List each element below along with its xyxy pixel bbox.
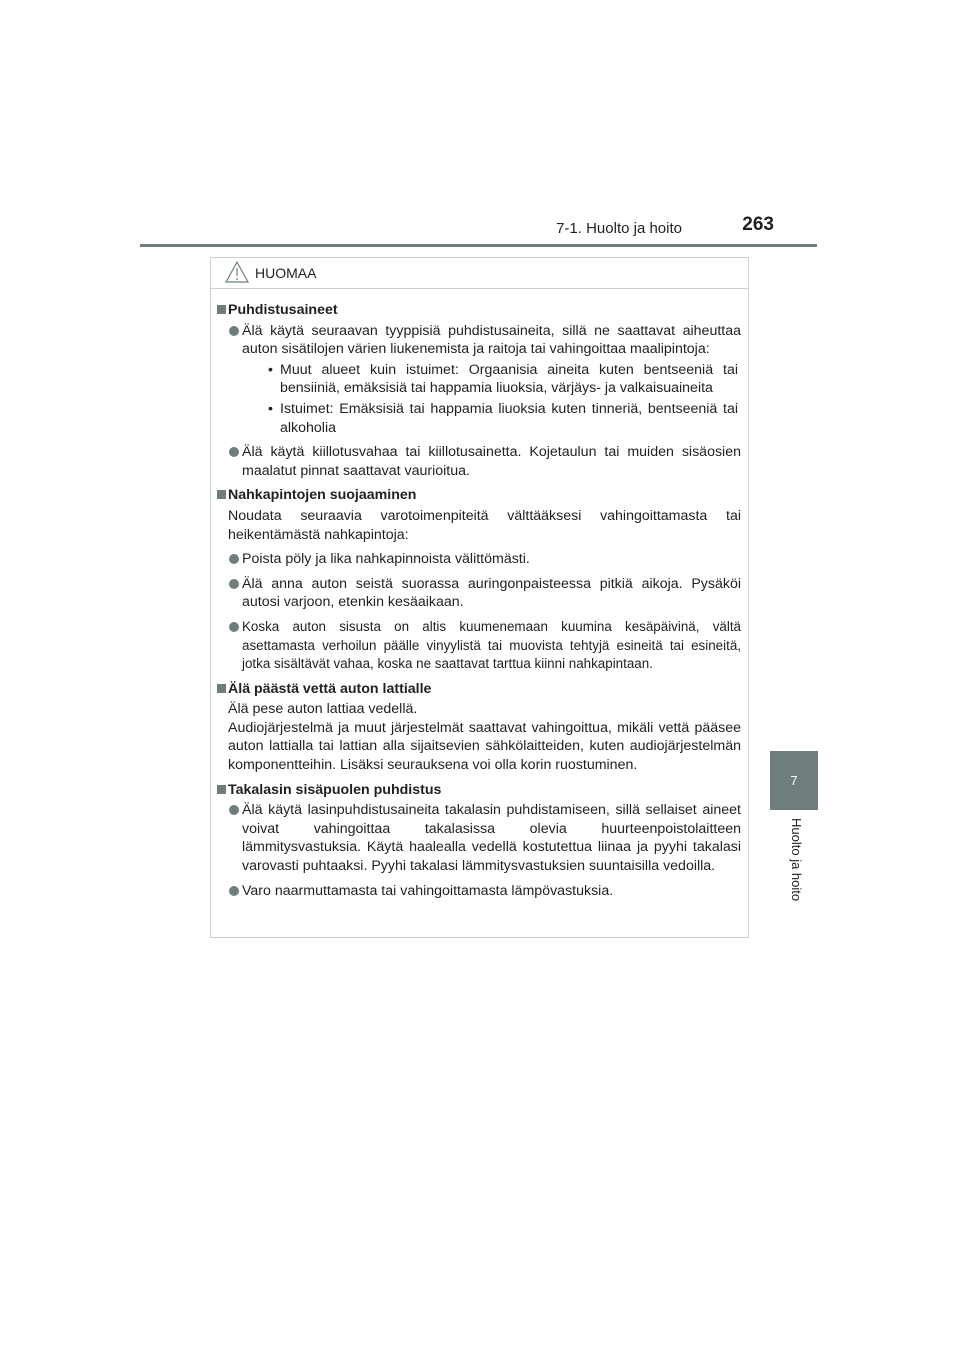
list-item: Älä käytä lasinpuhdistusaineita takalasin puhdistamiseen, sillä sellaiset aineet voivat vahingoittaa takalasissa olevia huurteenpoistolaitteen lämmitysvastuksia. Käytä haalealla vedellä kostutettua liinaa ja pyyhi takalasi varovasti puhtaaksi. Pyyhi takalasi lämmitysvastuksien suuntaisilla vedoilla. — [217, 801, 741, 875]
section-heading: Takalasin sisäpuolen puhdistus — [217, 781, 741, 800]
header-rule — [140, 244, 817, 247]
section-title: 7-1. Huolto ja hoito — [556, 220, 682, 237]
list-item: Älä anna auton seistä suorassa auringonpaisteessa pitkiä aikoja. Pysäköi autosi varjoon, etenkin kesäaikaan. — [217, 575, 741, 612]
round-bullet-icon — [229, 622, 239, 632]
round-bullet-icon — [229, 805, 239, 815]
sub-list-item: • Istuimet: Emäksisiä tai happamia liuoksia kuten tinneriä, bentseeniä tai alkoholia — [268, 400, 738, 436]
small-dot-icon: • — [268, 400, 273, 417]
list-item: Älä käytä kiillotusvahaa tai kiillotusainetta. Kojetaulun tai muiden sisäosien maalatut pinnat saattavat vaurioitua. — [217, 443, 741, 480]
list-item: Koska auton sisusta on altis kuumenemaan kuumina kesäpäivinä, vältä asettamasta verhoilun päälle vinyylistä tai muovista tehtyjä esineitä tai esineitä, jotka sisältävät vahaa, koska ne saattavat tarttua kiinni nahkapintaan. — [217, 618, 741, 674]
section-floor-water — [217, 680, 741, 775]
section-heading: Nahkapintojen suojaaminen — [217, 486, 741, 505]
round-bullet-icon — [229, 886, 239, 896]
chapter-tab-number: 7 — [770, 751, 818, 810]
square-bullet-icon — [217, 684, 226, 693]
round-bullet-icon — [229, 326, 239, 336]
section-rear-window — [217, 781, 741, 901]
warning-triangle-icon — [225, 261, 249, 283]
list-item: Varo naarmuttamasta tai vahingoittamasta lämpövastuksia. — [217, 882, 741, 901]
section-heading: Älä päästä vettä auton lattialle — [217, 680, 741, 699]
notice-header — [211, 258, 748, 289]
square-bullet-icon — [217, 490, 226, 499]
small-dot-icon: • — [268, 361, 273, 378]
notice-title: HUOMAA — [255, 265, 317, 281]
notice-box — [210, 257, 749, 938]
square-bullet-icon — [217, 785, 226, 794]
section-paragraph: Audiojärjestelmä ja muut järjestelmät saattavat vahingoittua, mikäli vettä pääsee auton lattialla tai lattian alla sijaitsevien sähkölaitteiden, kuten audiojärjestelmän komponentteihin. Lisäksi seurauksena voi olla korin ruostuminen. — [228, 719, 741, 774]
section-paragraph: Älä pese auton lattiaa vedellä. — [228, 701, 418, 718]
list-item: Poista pöly ja lika nahkapinnoista välittömästi. — [217, 550, 741, 569]
sub-list-item: • Muut alueet kuin istuimet: Orgaanisia aineita kuten bentseeniä tai bensiiniä, emäksisiä tai happamia liuoksia, värjäys- ja valkaisuaineita — [268, 361, 738, 397]
section-cleaning-agents — [217, 301, 741, 480]
round-bullet-icon — [229, 579, 239, 589]
chapter-tab-label: Huolto ja hoito — [789, 818, 804, 902]
list-item: Älä käytä seuraavan tyyppisiä puhdistusaineita, sillä ne saattavat aiheuttaa auton sisätilojen värien liukenemista ja raitoja tai vahingoittaa maalipintoja: • Muut alueet kuin istuimet: Orgaanisia aineita kuten bentseeniä tai bensiiniä, emäksisiä tai happamia liuoksia, värjäys- ja valkaisuaineita • Istuimet: Emäksisiä tai happamia liuoksia kuten tinneriä, bentseeniä tai alkoholia — [217, 322, 741, 438]
round-bullet-icon — [229, 554, 239, 564]
square-bullet-icon — [217, 305, 226, 314]
section-leather-protection — [217, 486, 741, 673]
section-heading: Puhdistusaineet — [217, 301, 741, 320]
section-intro: Noudata seuraavia varotoimenpiteitä välttääksesi vahingoittamasta tai heikentämästä nahkapintoja: — [228, 507, 741, 543]
round-bullet-icon — [229, 447, 239, 457]
page-number: 263 — [742, 214, 774, 235]
notice-content — [211, 289, 748, 900]
